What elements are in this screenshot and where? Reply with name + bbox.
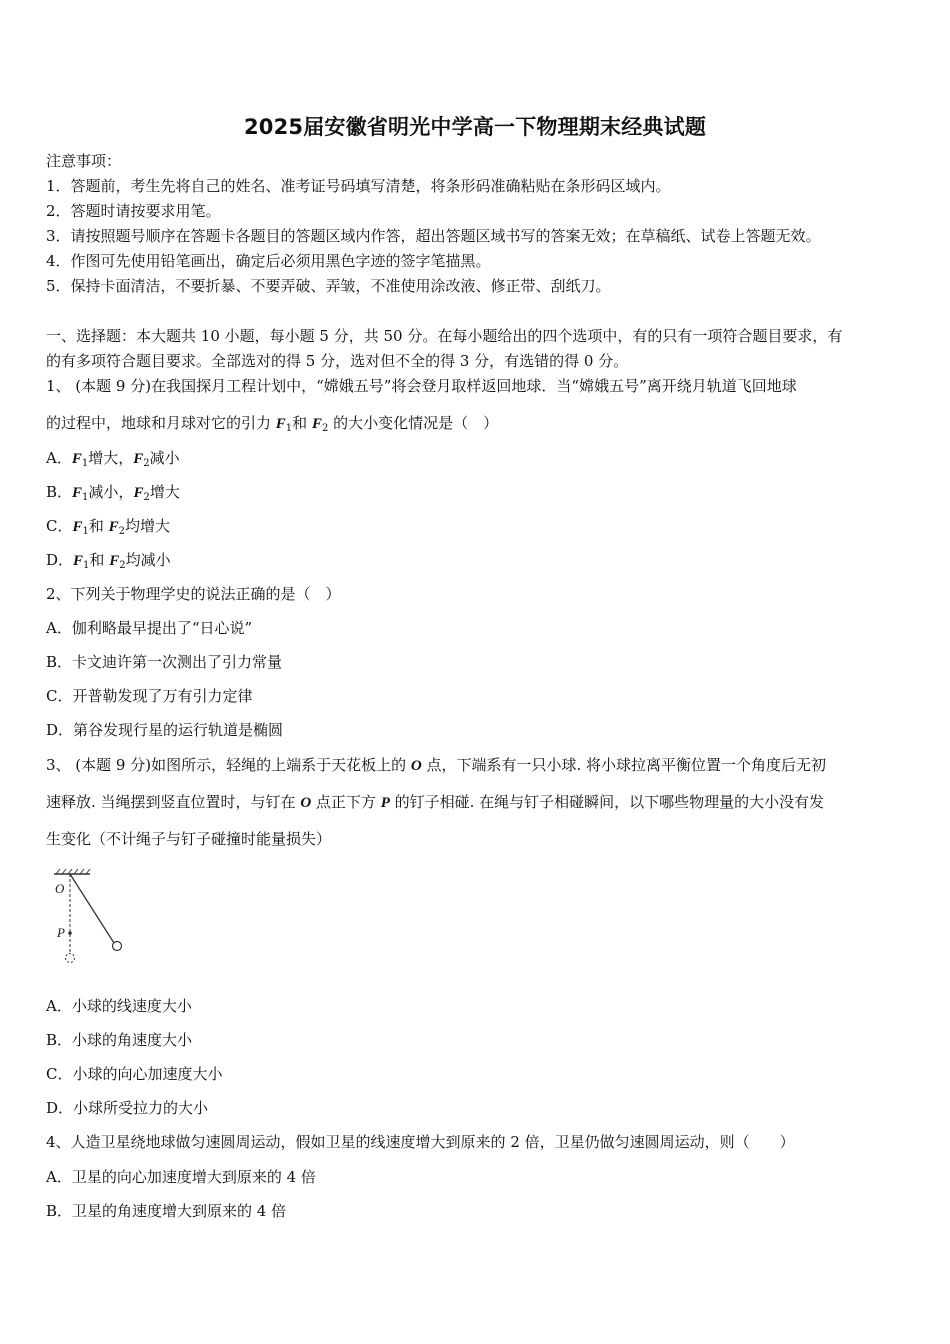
question-2-option-b[interactable]: B．卡文迪许第一次测出了引力常量 <box>46 653 283 671</box>
var-O: O <box>300 795 312 811</box>
question-1-stem-line2 <box>46 413 498 434</box>
notice-item: 4．作图可先使用铅笔画出，确定后必须用黑色字迹的签字笔描黑。 <box>46 252 491 270</box>
notice-item: 3．请按照题号顺序在答题卡各题目的答题区域内作答，超出答题区域书写的答案无效；在草稿纸、试卷上答题无效。 <box>46 227 821 245</box>
subscript: 2 <box>118 526 126 537</box>
var-F: F <box>73 553 84 569</box>
option-label: D． <box>46 551 74 569</box>
subscript: 2 <box>143 458 150 469</box>
ball-lowest-position <box>66 954 75 963</box>
nail-dot <box>68 931 72 935</box>
ceiling-hatch <box>56 869 90 874</box>
var-P: P <box>380 795 390 811</box>
text: 点正下方 <box>311 793 381 811</box>
page-title: 2025届安徽省明光中学高一下物理期末经典试题 <box>243 115 707 139</box>
var-O: O <box>410 758 422 774</box>
text: 和 <box>88 517 109 535</box>
question-3-stem-line2 <box>46 792 824 813</box>
var-F: F <box>311 416 322 432</box>
question-1-option-a[interactable] <box>46 448 180 469</box>
text: 的大小变化情况是（ ） <box>328 414 499 432</box>
text: 的过程中，地球和月球对它的引力 <box>46 414 276 432</box>
section-instructions: 的有多项符合题目要求。全部选对的得 5 分，选对但不全的得 3 分，有选错的得 0 分。 <box>46 352 629 370</box>
subscript: 2 <box>119 560 126 571</box>
option-label: B． <box>46 483 73 501</box>
question-1-stem: 1、 (本题 9 分)在我国探月工程计划中，“嫦娥五号”将会登月取样返回地球．当“嫦娥五号”离开绕月轨道飞回地球 <box>46 377 797 395</box>
text: 减小， <box>88 483 134 501</box>
question-1-option-b[interactable] <box>46 482 180 503</box>
text: 增大， <box>88 449 134 467</box>
var-F: F <box>133 485 144 501</box>
text: 均减小 <box>125 551 171 569</box>
text: 均增大 <box>125 517 171 535</box>
ball-circle <box>113 942 122 951</box>
text: 速释放. 当绳摆到竖直位置时，与钉在 <box>46 793 301 811</box>
var-F: F <box>72 485 83 501</box>
subscript: 2 <box>143 492 150 503</box>
subscript: 1 <box>82 526 89 537</box>
question-2-option-c[interactable]: C．开普勒发现了万有引力定律 <box>46 687 253 705</box>
text: 和 <box>89 551 110 569</box>
question-1-option-d[interactable] <box>46 550 171 571</box>
label-P: P <box>57 925 65 940</box>
var-F: F <box>133 451 144 467</box>
var-F: F <box>72 519 83 535</box>
question-3-option-b[interactable]: B．小球的角速度大小 <box>46 1031 193 1049</box>
option-label: A． <box>46 449 72 467</box>
label-O: O <box>55 881 65 896</box>
question-2-stem: 2、下列关于物理学史的说法正确的是（ ） <box>46 585 341 603</box>
question-4-stem: 4、人造卫星绕地球做匀速圆周运动，假如卫星的线速度增大到原来的 2 倍，卫星仍做匀速圆周运动，则（ ） <box>46 1133 795 1151</box>
section-instructions: 一、选择题：本大题共 10 小题，每小题 5 分，共 50 分。在每小题给出的四个选项中，有的只有一项符合题目要求，有 <box>46 327 843 345</box>
question-3-option-a[interactable]: A．小球的线速度大小 <box>46 997 192 1015</box>
question-4-option-b[interactable]: B．卫星的角速度增大到原来的 4 倍 <box>46 1202 287 1220</box>
subscript: 1 <box>81 458 89 469</box>
pendulum-figure <box>46 866 136 966</box>
var-F: F <box>109 553 120 569</box>
question-2-option-a[interactable]: A．伽利略最早提出了“日心说” <box>46 619 253 637</box>
rope-line <box>70 874 114 943</box>
subscript: 1 <box>82 492 89 503</box>
notice-heading: 注意事项： <box>46 152 122 170</box>
question-4-option-a[interactable]: A．卫星的向心加速度增大到原来的 4 倍 <box>46 1168 316 1186</box>
subscript: 1 <box>285 423 293 434</box>
question-2-option-d[interactable]: D．第谷发现行星的运行轨道是椭圆 <box>46 721 284 739</box>
notice-item: 5．保持卡面清洁，不要折暴、不要弄破、弄皱，不准使用涂改液、修正带、刮纸刀。 <box>46 277 611 295</box>
text: 的钉子相碰. 在绳与钉子相碰瞬间，以下哪些物理量的大小没有发 <box>389 793 825 811</box>
var-F: F <box>108 519 119 535</box>
notice-item: 2．答题时请按要求用笔。 <box>46 202 221 220</box>
var-F: F <box>275 416 286 432</box>
question-1-option-c[interactable] <box>46 516 170 537</box>
text: 增大 <box>149 483 180 501</box>
subscript: 2 <box>321 423 329 434</box>
question-3-option-d[interactable]: D．小球所受拉力的大小 <box>46 1099 209 1117</box>
question-3-option-c[interactable]: C．小球的向心加速度大小 <box>46 1065 223 1083</box>
subscript: 1 <box>83 560 90 571</box>
text: 3、 (本题 9 分)如图所示，轻绳的上端系于天花板上的 <box>46 756 411 774</box>
question-3-stem-line3: 生变化（不计绳子与钉子碰撞时能量损失） <box>46 830 332 848</box>
notice-item: 1．答题前，考生先将自己的姓名、准考证号码填写清楚，将条形码准确粘贴在条形码区域内。 <box>46 177 671 195</box>
question-3-stem <box>46 755 826 776</box>
text: 减小 <box>149 449 180 467</box>
text: 和 <box>292 414 312 432</box>
text: 点，下端系有一只小球. 将小球拉离平衡位置一个角度后无初 <box>421 756 827 774</box>
var-F: F <box>71 451 82 467</box>
option-label: C． <box>46 517 73 535</box>
